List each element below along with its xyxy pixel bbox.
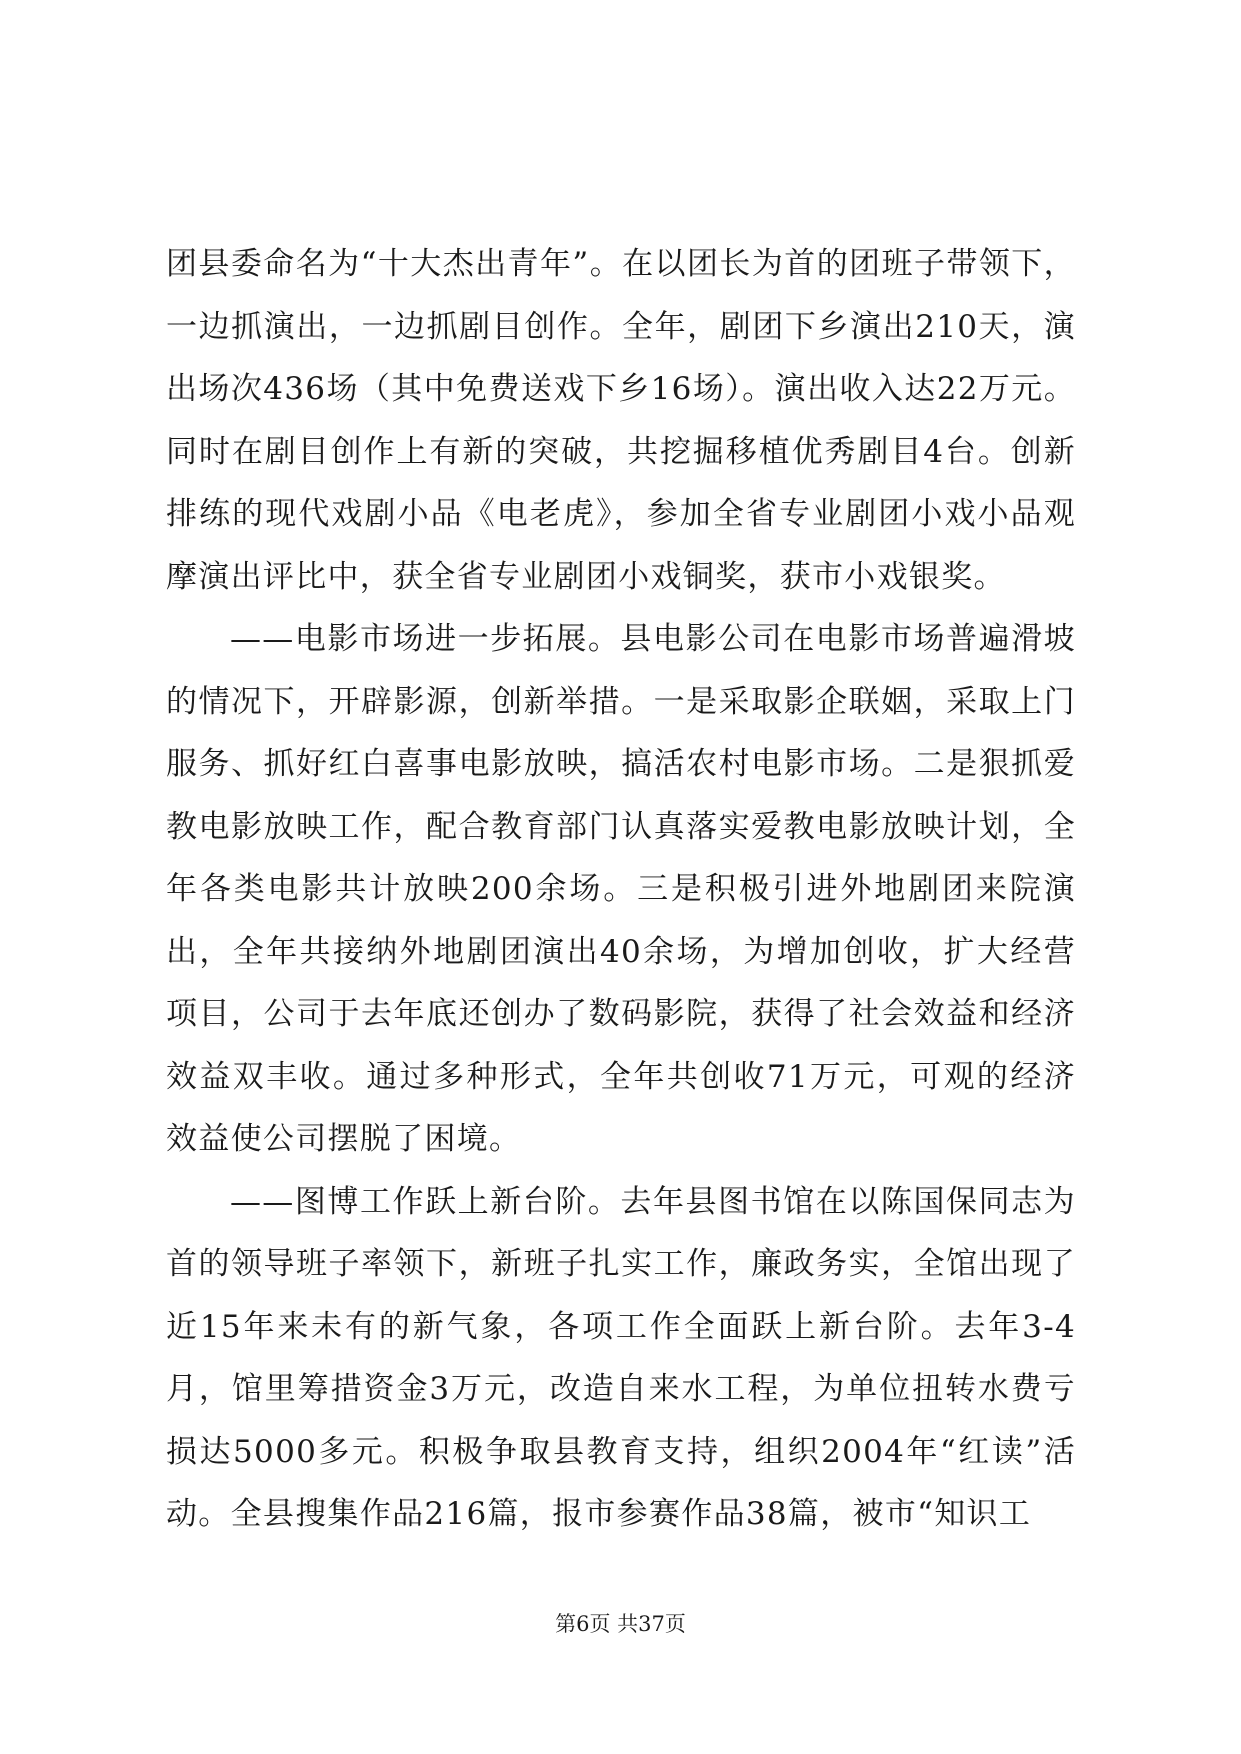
paragraph-2: ——电影市场进一步拓展。县电影公司在电影市场普遍滑坡的情况下，开辟影源，创新举措。一是采取影企联姻，采取上门服务、抓好红白喜事电影放映，搞活农村电影市场。二是狠抓爱教电影放映工作，配合教育部门认真落实爱教电影放映计划，全年各类电影共计放映200余场。三是积极引进外地剧团来院演出，全年共接纳外地剧团演出40余场，为增加创收，扩大经营项目，公司于去年底还创办了数码影院，获得了社会效益和经济效益双丰收。通过多种形式，全年共创收71万元，可观的经济效益使公司摆脱了困境。: [166, 621, 1076, 1157]
paragraph-3: ——图博工作跃上新台阶。去年县图书馆在以陈国保同志为首的领导班子率领下，新班子扎实工作，廉政务实，全馆出现了近15年来未有的新气象，各项工作全面跃上新台阶。去年3-4月，馆里筹措资金3万元，改造自来水工程，为单位扭转水费亏损达5000多元。积极争取县教育支持，组织2004年“红读”活动。全县搜集作品216篇，报市参赛作品38篇，被市“知识工: [166, 1183, 1076, 1532]
document-body: [166, 233, 1076, 1546]
page-number-footer: 第6页 共37页: [555, 1612, 686, 1636]
paragraph-1: 团县委命名为“十大杰出青年”。在以团长为首的团班子带领下，一边抓演出，一边抓剧目创作。全年，剧团下乡演出210天，演出场次436场（其中免费送戏下乡16场）。演出收入达22万元。同时在剧目创作上有新的突破，共挖掘移植优秀剧目4台。创新排练的现代戏剧小品《电老虎》，参加全省专业剧团小戏小品观摩演出评比中，获全省专业剧团小戏铜奖，获市小戏银奖。: [166, 246, 1076, 595]
